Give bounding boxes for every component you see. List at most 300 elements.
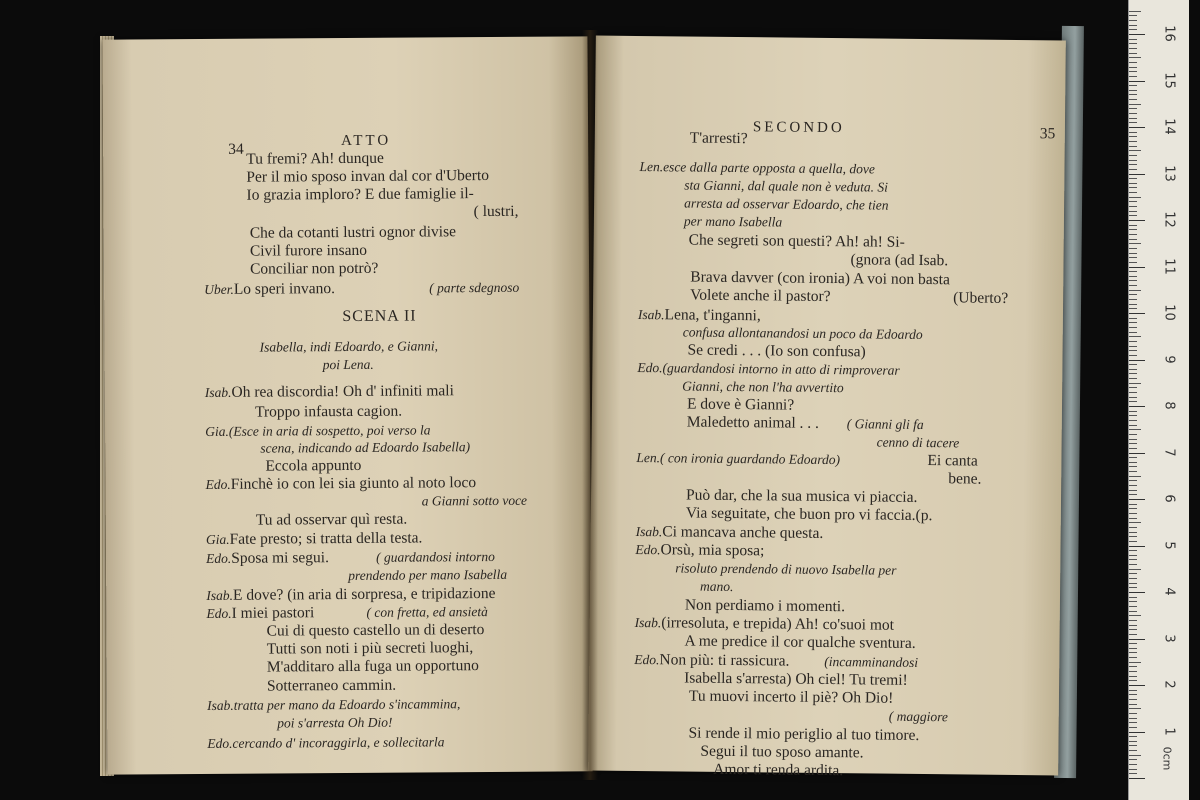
ruler-tick [1129,680,1137,681]
ruler-tick [1129,504,1137,505]
line-text: Ci mancava anche questa. [662,523,824,542]
ruler-tick [1129,341,1137,342]
line-text: Non più: ti rassicura. [659,651,790,670]
ruler-tick [1129,657,1137,658]
text-line [204,280,335,298]
text-line [637,359,899,379]
ruler-tick [1129,648,1137,649]
open-book [100,18,1135,778]
ruler-tick [1129,360,1145,361]
book-gutter [582,30,598,780]
text-line [207,695,460,714]
ruler-tick [1129,243,1141,244]
line-text: E dove? (in aria di sorpresa, e tripidazione [232,584,496,604]
ruler-tick [1129,43,1137,44]
ruler-tick [1129,671,1137,672]
scene-heading [342,308,416,326]
ruler-tick [1129,160,1137,161]
speaker-label: Edo. [205,476,231,492]
ruler-tick [1129,262,1137,263]
ruler-tick [1129,285,1137,286]
text-line [366,603,487,621]
speaker-label: Len. [639,159,664,175]
line-text: Gianni, che non l'ha avvertito [682,378,844,396]
line-text: ( con fretta, ed ansietà [366,604,488,620]
ruler-tick [1129,304,1137,305]
text-line [206,549,329,567]
text-line [277,714,392,732]
ruler-tick [1129,322,1137,323]
line-text: Civil furore insano [249,241,368,260]
ruler-tick [1129,434,1137,435]
ruler-tick [1129,401,1137,402]
ruler-tick [1129,457,1137,458]
line-text: Si rende il mio periglio al tuo timore. [688,724,920,744]
ruler-tick [1129,685,1145,686]
text-line [638,306,761,324]
text-line [684,212,782,230]
text-line [260,438,470,456]
page-number: 35 [1039,125,1056,143]
ruler-tick [1129,15,1137,16]
line-text: Se credi . . . (Io son confusa) [687,341,866,361]
ruler-tick [1129,383,1141,384]
ruler-tick [1129,643,1137,644]
ruler-tick [1129,532,1137,533]
ruler-tick [1129,39,1137,40]
ruler-tick [1129,448,1137,449]
ruler-tick [1129,280,1137,281]
text-line [689,688,894,707]
ruler-tick [1129,601,1137,602]
ruler-tick [1129,248,1137,249]
ruler-tick [1129,578,1137,579]
text-line [429,279,519,297]
text-line [889,708,948,726]
line-text: Eccola appunto [265,456,362,475]
text-line [686,505,933,525]
text-line [635,614,894,634]
ruler-number: 15 [1161,71,1177,89]
ruler-tick [1129,406,1145,407]
text-line [689,232,905,251]
ruler-tick [1129,299,1137,300]
ruler-tick [1129,583,1137,584]
ruler-tick [1129,732,1145,733]
text-line [682,377,844,396]
ruler-tick [1129,755,1141,756]
ruler-tick [1129,676,1137,677]
running-head: ATTO [341,132,392,150]
ruler-number: 4 [1161,587,1177,596]
ruler-tick [1129,597,1137,598]
ruler-tick [1129,425,1137,426]
ruler-tick [1129,397,1137,398]
text-line [635,541,764,559]
text-line [927,452,978,470]
ruler-tick [1129,694,1137,695]
line-text: poi s'arresta Oh Dio! [277,714,393,731]
ruler-tick [1129,462,1137,463]
ruler-tick [1129,271,1137,272]
line-text: cercando d' incoraggirla, e sollecitarla [232,734,445,751]
ruler-tick [1129,615,1141,616]
ruler-tick [1129,336,1141,337]
line-text: Brava davver (con ironia) A voi non basta [690,268,950,289]
ruler-tick [1129,769,1137,770]
text-line [700,578,734,595]
left-page [102,36,592,774]
ruler-tick [1129,704,1137,705]
line-text: per mano Isabella [683,213,783,230]
text-line [246,150,384,168]
ruler-tick [1129,132,1137,133]
ruler-tick [1129,276,1137,277]
line-text: Cui di questo castello un di deserto [266,621,485,640]
ruler-tick [1129,215,1137,216]
line-text: (Uberto? [953,289,1009,307]
ruler-tick [1129,332,1137,333]
text-line [639,158,875,177]
text-line [255,403,402,421]
ruler-tick [1129,239,1137,240]
text-line [256,511,408,529]
line-text: Lo speri invano. [233,280,336,298]
ruler-tick [1129,108,1137,109]
text-line [684,633,915,652]
text-line [267,639,474,657]
text-line [267,657,479,675]
ruler-tick [1129,536,1137,537]
line-text: ( Gianni gli fa [846,416,924,433]
ruler-tick [1129,722,1137,723]
text-line [686,487,918,506]
ruler-tick [1129,104,1141,105]
ruler-tick [1129,136,1137,137]
ruler-tick [1129,713,1137,714]
speaker-label: Edo. [207,735,233,751]
text-line [687,342,865,361]
text-line [265,457,361,475]
ruler-tick [1129,759,1137,760]
ruler-tick [1129,662,1141,663]
line-text: bene. [948,470,982,488]
text-line [246,167,489,186]
ruler-tick [1129,25,1137,26]
ruler-number: 1 [1161,726,1177,736]
line-text: Che segreti son questi? Ah! ah! Si- [688,231,905,251]
ruler-tick [1129,639,1145,640]
ruler-tick [1129,355,1137,356]
line-text: (Esce in aria di sospetto, poi verso la [228,422,431,439]
ruler-tick [1129,146,1137,147]
ruler-tick [1129,750,1137,751]
ruler-tick [1129,197,1141,198]
text-line [700,743,863,762]
ruler-tick [1129,476,1141,477]
ruler-tick [1129,634,1137,635]
line-text: poi Lena. [322,356,374,373]
ruler-tick [1129,211,1137,212]
text-line [690,269,950,289]
ruler-tick [1129,313,1145,314]
text-line [267,677,396,695]
ruler-tick [1129,76,1137,77]
speaker-label: Edo. [635,542,661,558]
text-line [688,725,919,744]
text-line [687,396,794,414]
ruler-tick [1129,71,1137,72]
ruler-tick [1129,453,1145,454]
text-line [877,434,960,452]
line-text: Oh rea discordia! Oh d' infiniti mali [231,382,454,401]
ruler-tick [1129,85,1137,86]
line-text: a Gianni sotto voce [421,492,528,509]
ruler-tick [1129,629,1137,630]
ruler-tick [1129,99,1137,100]
ruler-number: 2 [1161,680,1177,689]
text-line [206,604,314,622]
line-text: Io grazia imploro? E due famiglie il- [246,185,474,204]
text-line [376,548,495,566]
ruler-tick [1129,67,1137,68]
line-text: Finchè io con lei sia giunto al noto loco [230,474,477,493]
ruler-tick [1129,546,1145,547]
ruler-tick [1129,587,1137,588]
ruler-tick [1129,764,1137,765]
line-text: mano. [700,578,734,595]
text-line [684,176,888,195]
line-text: Amor ti renda ardita. [713,760,844,780]
ruler-tick [1129,569,1141,570]
line-text: ( parte sdegnoso [429,279,520,296]
speaker-label: Gia. [205,531,230,547]
speaker-label: Isab. [637,307,665,323]
text-line [684,194,889,213]
text-line [205,474,476,493]
text-line [683,323,923,343]
ruler-tick [1129,415,1137,416]
ruler-tick [1129,466,1137,467]
text-line [422,492,527,510]
speaker-label: Edo. [206,550,232,566]
text-line [250,223,456,241]
ruler-tick [1129,187,1137,188]
text-line [634,651,789,670]
text-line [323,356,374,373]
ruler-number: 5 [1161,540,1177,550]
text-line [205,382,454,401]
line-text: tratta per mano da Edoardo s'incammina, [233,696,461,713]
speaker-label: Edo. [206,605,232,621]
text-line [474,203,519,220]
ruler-tick [1129,174,1145,175]
ruler-unit: 0cm [1160,746,1174,771]
line-text: Tu fremi? Ah! dunque [246,149,384,168]
running-head: SECONDO [752,119,845,137]
ruler-tick [1129,745,1137,746]
line-text: Tu muovi incerto il piè? Oh Dio! [688,687,894,707]
ruler-tick [1129,253,1137,254]
text-line [207,733,444,752]
line-text: Segui il tuo sposo amante. [700,742,864,762]
ruler-tick [1129,625,1137,626]
line-text: Troppo infausta cagion. [254,402,403,421]
line-text: Fate presto; si tratta della testa. [229,529,423,548]
ruler-tick [1129,192,1137,193]
line-text: Sposa mi segui. [231,549,329,567]
ruler-tick [1129,201,1137,202]
ruler-number: 16 [1161,25,1177,42]
ruler-number: 6 [1161,494,1177,503]
line-text: Tu ad osservar quì resta. [255,510,408,529]
line-text: Isabella, indi Edoardo, e Gianni, [259,338,439,355]
ruler-tick [1129,564,1137,565]
speaker-label: Isab. [634,614,662,631]
ruler-tick [1129,350,1137,351]
ruler-tick [1129,229,1137,230]
ruler-tick [1129,369,1137,370]
ruler-tick [1129,592,1145,593]
ruler-tick [1129,508,1137,509]
ruler-number: 14 [1161,118,1177,135]
ruler-tick [1129,666,1137,667]
text-line [260,337,438,355]
line-text: (guardandosi intorno in atto di rimproverar [662,360,900,378]
line-text: SCENA II [342,307,417,326]
ruler-tick [1129,183,1137,184]
speaker-label: Isab. [635,524,663,540]
speaker-label: Len. [636,450,661,466]
ruler-tick [1129,550,1137,551]
line-text: Isabella s'arresta) Oh ciel! Tu tremi! [684,669,908,689]
ruler-tick [1129,234,1137,235]
text-line [850,251,948,269]
speaker-label: Gia. [205,423,229,439]
line-text: Maledetto animal . . . [686,413,820,432]
line-text: (irresoluta, e trepida) Ah! co'suoi mot [661,614,895,634]
ruler-tick [1129,652,1137,653]
line-text: E dove è Gianni? [686,395,795,414]
ruler-number: 7 [1161,447,1177,457]
ruler-tick [1129,327,1137,328]
ruler-tick [1129,620,1137,621]
speaker-label: Isab. [207,697,234,713]
ruler-tick [1129,541,1137,542]
ruler-tick [1129,527,1137,528]
line-text: sta Gianni, dal quale non è veduta. Si [684,177,888,195]
text-line [250,242,367,260]
line-text: Via seguitate, che buon pro vi faccia.(p. [685,504,933,525]
ruler-tick [1129,387,1137,388]
ruler-tick [1129,220,1145,221]
line-text: Ei canta [927,452,978,470]
ruler-tick [1129,559,1137,560]
text-line [713,761,843,779]
ruler-tick [1129,178,1137,179]
text-line [690,130,748,148]
ruler-tick [1129,290,1141,291]
ruler-tick [1129,443,1137,444]
line-text: prendendo per mano Isabella [348,566,508,583]
ruler-tick [1129,141,1137,142]
ruler-tick [1129,364,1137,365]
ruler-tick [1129,308,1137,309]
line-text: Volete anche il pastor? [690,286,831,306]
ruler-tick [1129,57,1141,58]
speaker-label: Edo. [634,651,660,668]
line-text: (gnora (ad Isab. [850,251,949,270]
ruler-tick [1129,606,1137,607]
ruler-tick [1129,122,1137,123]
ruler-tick [1129,378,1137,379]
ruler-tick [1129,267,1145,268]
line-text: ( guardandosi intorno [376,548,495,565]
ruler-tick [1129,513,1137,514]
ruler-tick [1129,118,1137,119]
ruler-tick [1129,522,1141,523]
speaker-label: Isab. [206,587,233,603]
text-line [267,621,485,640]
line-text: Che da cotanti lustri ognor divise [249,223,457,242]
ruler-tick [1129,611,1137,612]
ruler-tick [1129,346,1137,347]
ruler-tick [1129,429,1141,430]
line-text: Orsù, mia sposa; [660,541,765,560]
ruler-tick [1129,690,1137,691]
ruler-tick [1129,20,1137,21]
ruler-tick [1129,48,1137,49]
ruler-tick [1129,257,1137,258]
ruler-tick [1129,113,1137,114]
ruler-number: 13 [1161,164,1177,182]
right-page [588,36,1066,780]
line-text: esce dalla parte opposta a quella, dove [663,159,876,177]
ruler-tick [1129,518,1137,519]
line-text: arresta ad osservar Edoardo, che tien [684,195,889,213]
ruler-tick [1129,718,1137,719]
text-line [690,287,831,305]
speaker-label: Isab. [204,384,232,400]
ruler-tick [1129,494,1137,495]
text-line [636,449,840,468]
line-text: Può dar, che la sua musica vi piaccia. [685,486,918,506]
ruler-tick [1129,708,1141,709]
ruler-tick [1129,736,1137,737]
page-number: 34 [228,140,244,158]
ruler-number: 11 [1161,257,1177,275]
line-text: T'arresti? [689,129,748,148]
line-text: Non perdiamo i momenti. [684,596,846,616]
line-text: A me predice il cor qualche sventura. [684,632,916,652]
line-text: Conciliar non potrò? [249,259,379,278]
line-text: scena, indicando ad Edoardo Isabella) [260,439,471,456]
line-text: risoluto prendendo di nuovo Isabella per [675,560,897,578]
text-line [250,260,378,278]
text-line [685,597,845,616]
text-line [205,421,430,440]
ruler-tick [1129,11,1141,12]
ruler-tick [1129,727,1137,728]
line-text: I miei pastori [231,604,315,622]
line-text: ( con ironia guardando Edoardo) [659,450,841,468]
ruler-tick [1129,485,1137,486]
text-line [687,414,819,432]
ruler-tick [1129,778,1145,779]
ruler-number: 12 [1161,211,1177,228]
text-line [953,289,1008,307]
line-text: cenno di tacere [876,434,960,451]
